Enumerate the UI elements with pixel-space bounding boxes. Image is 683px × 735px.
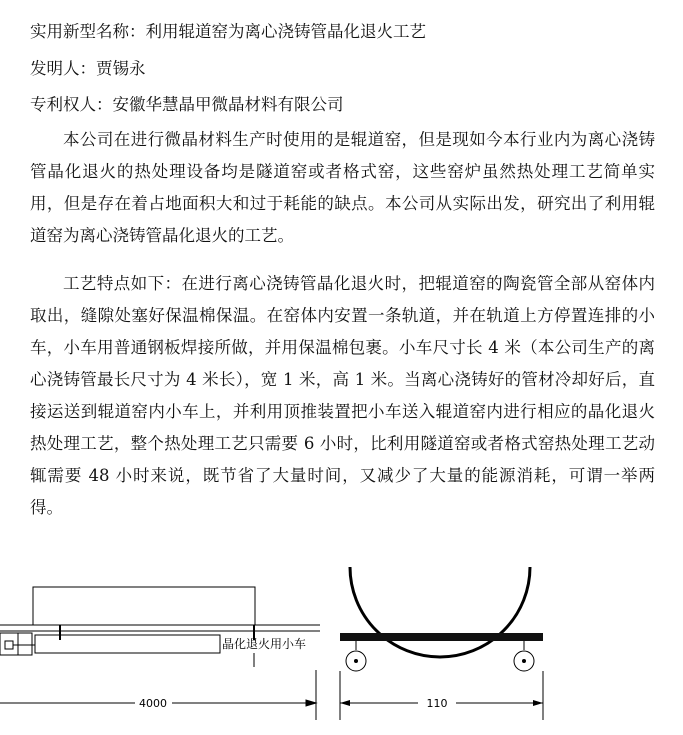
wheel-right-hub [522, 659, 526, 663]
dim-arrow-right [306, 700, 316, 706]
cart-frame [35, 635, 220, 653]
width-dimension: 110 [426, 697, 448, 710]
paragraph-process-features: 工艺特点如下：在进行离心浇铸管晶化退火时，把辊道窑的陶瓷管全部从窑体内取出，缝隙处塞好保温棉保温。在窑体内安置一条轨道，并在轨道上方停置连排的小车，小车用普通钢板焊接所做，并用保温棉包裹。小车尺寸长 4 米（本公司生产的离心浇铸管最长尺寸为 4 米长），宽 1 米，高 1 米。当离心浇铸好的管材冷却好后，直接运送到辊道窑内小车上，并利用顶推装置把小车送入辊道窑内进行相应的晶化退火热处理工艺，整个热处理工艺只需要 6 小时，比利用隧道窑或者格式窑热处理工艺动辄需要 48 小时来说，既节省了大量时间，又减少了大量的能源消耗，可谓一举两得。 [30, 274, 655, 517]
inventor: 发明人：贾锡永 [30, 59, 146, 78]
paragraph-background: 本公司在进行微晶材料生产时使用的是辊道窑，但是现如今本行业内为离心浇铸管晶化退火的热处理设备均是隧道窑或者格式窑，这些窑炉虽然热处理工艺简单实用，但是存在着占地面积大和过于耗能的缺点。本公司从实际出发，研究出了利用辊道窑为离心浇铸管晶化退火的工艺。 [30, 130, 655, 245]
push-device-connector [5, 641, 13, 649]
wheel-left-hub [354, 659, 358, 663]
pipe-cross-section [350, 567, 530, 657]
length-dimension: 4000 [139, 697, 167, 710]
width-arrow-right [533, 700, 543, 706]
cart-plate [340, 633, 543, 641]
patentee: 专利权人：安徽华慧晶甲微晶材料有限公司 [30, 95, 344, 114]
cart-diagram [0, 555, 683, 735]
cart-label: 晶化退火用小车 [222, 637, 307, 651]
cart-body-outline [33, 587, 255, 625]
utility-model-name: 实用新型名称：利用辊道窑为离心浇铸管晶化退火工艺 [30, 22, 426, 41]
width-arrow-left [340, 700, 350, 706]
